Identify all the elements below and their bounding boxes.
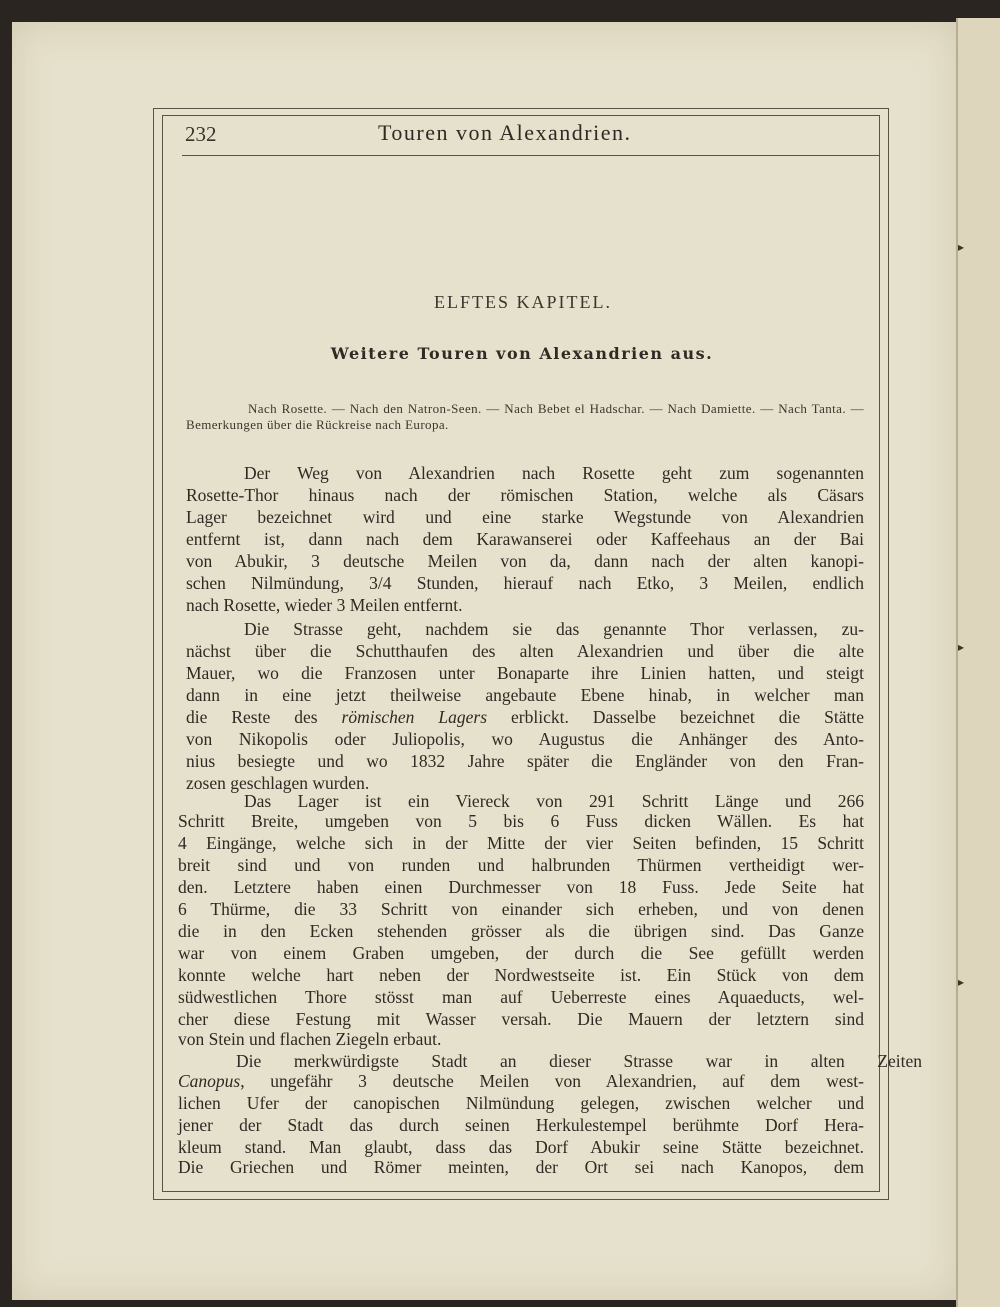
header-rule bbox=[182, 155, 880, 156]
body-line: nach Rosette, wieder 3 Meilen entfernt. bbox=[186, 595, 463, 615]
body-line: Das Lager ist ein Viereck von 291 Schritt Länge und 266 bbox=[244, 791, 864, 811]
body-line: war von einem Graben umgeben, der durch die See gefüllt werden bbox=[178, 943, 864, 963]
body-line: die in den Ecken stehenden grösser als die übrigen sind. Das Ganze bbox=[178, 921, 864, 941]
body-line: Die merkwürdigste Stadt an dieser Strasse war in alten Zeiten bbox=[236, 1051, 922, 1071]
page-number: 232 bbox=[185, 122, 217, 146]
italic-term: Canopus bbox=[178, 1071, 241, 1091]
body-line: nächst über die Schutthaufen des alten Alexandrien und über die alte bbox=[186, 641, 864, 661]
body-line: Die Strasse geht, nachdem sie das genannte Thor verlassen, zu- bbox=[244, 619, 864, 639]
body-line: kleum stand. Man glaubt, dass das Dorf Abukir seine Stätte bezeichnet. bbox=[178, 1137, 864, 1157]
body-line: von Nikopolis oder Juliopolis, wo Augustus die Anhänger des Anto- bbox=[186, 729, 864, 749]
body-line: Der Weg von Alexandrien nach Rosette geht zum sogenannten bbox=[244, 463, 864, 483]
body-line: die Reste des römischen Lagers erblickt. Dasselbe bezeichnet die Stätte bbox=[186, 707, 864, 727]
body-line: von Abukir, 3 deutsche Meilen von da, dann nach der alten kanopi- bbox=[186, 551, 864, 571]
body-line: den. Letztere haben einen Durchmesser von 18 Fuss. Jede Seite hat bbox=[178, 877, 864, 897]
adjacent-page-edge bbox=[956, 18, 1000, 1307]
running-head: Touren von Alexandrien. bbox=[378, 120, 632, 145]
italic-term: römischen Lagers bbox=[341, 707, 488, 727]
body-line: Die Griechen und Römer meinten, der Ort sei nach Kanopos, dem bbox=[178, 1157, 864, 1177]
body-line: breit sind und von runden und halbrunden Thürmen vertheidigt wer- bbox=[178, 855, 864, 875]
body-line: Schritt Breite, umgeben von 5 bis 6 Fuss dicken Wällen. Es hat bbox=[178, 811, 864, 831]
edge-mark: ▸ bbox=[958, 640, 965, 654]
body-line: lichen Ufer der canopischen Nilmündung gelegen, zwischen welcher und bbox=[178, 1093, 864, 1113]
chapter-summary: Nach Rosette. — Nach den Natron-Seen. — Nach Bebet el Hadschar. — Nach Damiette. — Nach Tanta. — Bemerkungen über die Rückreise nach Europa. bbox=[186, 401, 864, 432]
body-line: südwestlichen Thore stösst man auf Ueberreste eines Aquaeducts, wel- bbox=[178, 987, 864, 1007]
body-line: von Stein und flachen Ziegeln erbaut. bbox=[178, 1029, 442, 1049]
edge-mark: ▸ bbox=[958, 975, 965, 989]
body-line: 4 Eingänge, welche sich in der Mitte der vier Seiten befinden, 15 Schritt bbox=[178, 833, 864, 853]
body-line: dann in eine jetzt theilweise angebaute Ebene hinab, in welcher man bbox=[186, 685, 864, 705]
body-line: 6 Thürme, die 33 Schritt von einander sich erheben, und von denen bbox=[178, 899, 864, 919]
edge-mark: ▸ bbox=[958, 240, 965, 254]
body-line: Canopus, ungefähr 3 deutsche Meilen von Alexandrien, auf dem west- bbox=[178, 1071, 864, 1091]
chapter-title: Weitere Touren von Alexandrien aus. bbox=[330, 344, 714, 363]
body-line: nius besiegte und wo 1832 Jahre später die Engländer von den Fran- bbox=[186, 751, 864, 771]
body-line: entfernt ist, dann nach dem Karawanserei oder Kaffeehaus an der Bai bbox=[186, 529, 864, 549]
body-line: konnte welche hart neben der Nordwestseite ist. Ein Stück von dem bbox=[178, 965, 864, 985]
body-line: Mauer, wo die Franzosen unter Bonaparte ihre Linien hatten, und steigt bbox=[186, 663, 864, 683]
body-line: Rosette-Thor hinaus nach der römischen Station, welche als Cäsars bbox=[186, 485, 864, 505]
body-line: jener der Stadt das durch seinen Herkulestempel berühmte Dorf Hera- bbox=[178, 1115, 864, 1135]
body-line: Lager bezeichnet wird und eine starke Wegstunde von Alexandrien bbox=[186, 507, 864, 527]
body-line: zosen geschlagen wurden. bbox=[186, 773, 370, 793]
chapter-heading: ELFTES KAPITEL. bbox=[434, 292, 612, 312]
body-line: schen Nilmündung, 3/4 Stunden, hierauf nach Etko, 3 Meilen, endlich bbox=[186, 573, 864, 593]
body-line: cher diese Festung mit Wasser versah. Die Mauern der letztern sind bbox=[178, 1009, 864, 1029]
